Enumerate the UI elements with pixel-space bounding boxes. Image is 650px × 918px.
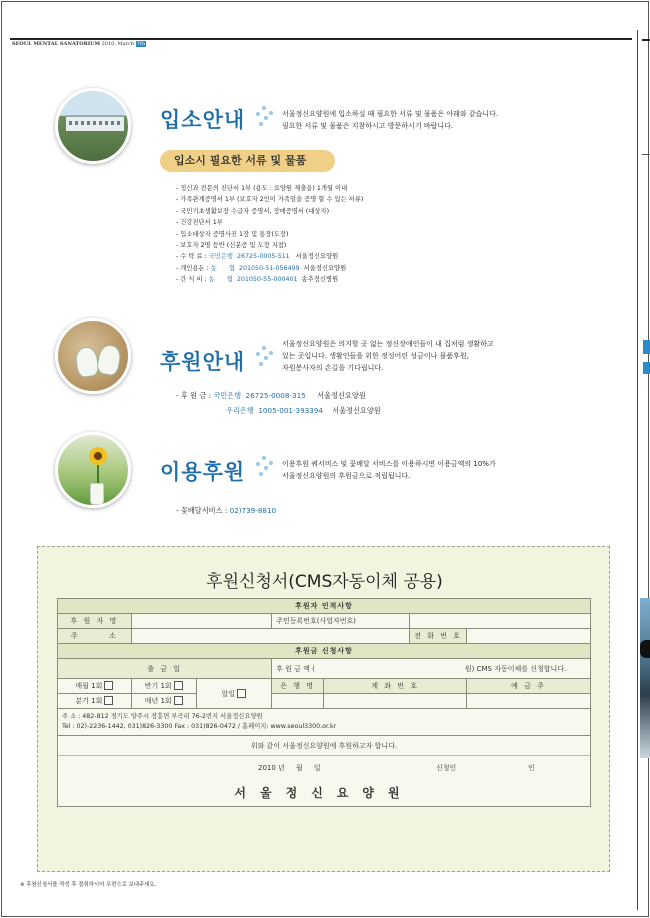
account-number-field[interactable] xyxy=(324,694,467,709)
depositor-label: 예 금 주 xyxy=(467,679,591,694)
dots-ornament xyxy=(256,346,276,372)
flower-service: - 꽃배달서비스 : 02)739-8810 xyxy=(176,506,277,515)
half-yearly-option xyxy=(131,679,196,694)
donation-number: 1005-001-393394 xyxy=(258,406,323,415)
bank-name-field[interactable] xyxy=(272,694,324,709)
form-title: 후원신청서(CMS자동이체 공용) xyxy=(206,572,443,592)
yearly-label: 매년 1회 xyxy=(144,697,172,705)
required-items-list xyxy=(176,183,363,286)
account-holder: 서울정신요양원 xyxy=(295,253,339,261)
list-item: - 국민기초생활보장 수급자 증명서, 장애증명서 (대상자) xyxy=(176,206,363,217)
quarterly-option xyxy=(58,694,132,709)
date-line-row xyxy=(58,756,590,780)
sponsorship-intro xyxy=(282,338,494,374)
dots-ornament xyxy=(256,456,276,482)
header-rule xyxy=(10,38,632,40)
phone-label: 전 화 번 호 xyxy=(410,629,467,644)
admission-intro-line: 필요한 서류 및 물품은 지참하시고 방문하시기 바랍니다. xyxy=(282,122,454,130)
usage-title: 이용후원 xyxy=(160,460,246,484)
flower-service-label: 꽃배달서비스 xyxy=(180,506,223,515)
next-page-blue-mark-2 xyxy=(643,362,650,374)
reg-number-label xyxy=(272,614,410,629)
usage-intro-line: 이용후원 쿼서비스 및 꽃배달 서비스를 이용하시면 이용금액의 10%가 xyxy=(282,460,496,468)
required-items-heading: 입소시 필요한 서류 및 물품 xyxy=(160,150,335,172)
account-label: 개인용돈 xyxy=(180,264,205,272)
sponsorship-intro-line: 있는 곳입니다. 생활인들을 위한 정성어린 성금이나 물품후원, xyxy=(282,352,469,360)
yearly-checkbox[interactable] xyxy=(174,696,183,705)
contact-address: 주 소 : 482-812 경기도 양주시 장흥면 부곡리 76-2번지 서울정신요양원 xyxy=(62,713,263,720)
quarterly-checkbox[interactable] xyxy=(104,696,113,705)
monthly-option xyxy=(58,679,132,694)
account-label: 수 탁 료 xyxy=(180,253,203,261)
next-page-rule-2 xyxy=(642,154,650,155)
list-item: - 입소대상자 증명사진 1장 및 통장(도장) xyxy=(176,229,363,240)
date-line: 2010 년 월 일 xyxy=(258,764,321,772)
account-row: - 간 식 비 : 농 협 201050-55-000401 송추정신병원 xyxy=(176,274,363,285)
signature-organization: 서울정신요양원 xyxy=(234,786,414,800)
next-page-photo xyxy=(640,598,650,758)
depositor-field[interactable] xyxy=(467,694,591,709)
bank-name-label: 은 행 명 xyxy=(272,679,324,694)
monthly-checkbox[interactable] xyxy=(104,681,113,690)
address-field[interactable] xyxy=(131,629,409,644)
issue-date-highlight: 7th xyxy=(136,41,146,47)
account-row: - 수 탁 료 : 국민은행 26725-0005-511 서울정신요양원 xyxy=(176,251,363,262)
donation-header: 후원금 신청사항 xyxy=(58,644,591,659)
amount-suffix: 원) CMS 자동이체를 신청합니다. xyxy=(464,664,567,673)
usage-intro-line: 서울정신요양원의 후원금으로 적립됩니다. xyxy=(282,472,411,480)
donation-bank: 국민은행 xyxy=(213,391,242,400)
sponsor-name-label: 후 원 자 명 xyxy=(58,614,132,629)
address-label: 주 소 xyxy=(58,629,132,644)
admission-title: 입소안내 xyxy=(160,108,246,132)
account-number: 26725-0005-511 xyxy=(237,253,290,261)
donation-holder: 서울정신요양원 xyxy=(332,406,381,415)
list-item: - 보호자 2명 등반 (신분증 및 도장 지참) xyxy=(176,240,363,251)
account-holder: 서울정신요양원 xyxy=(303,264,347,272)
reg-number-field[interactable] xyxy=(410,614,591,629)
donation-bank: 우리은행 xyxy=(226,406,254,415)
pledge-block xyxy=(58,736,591,807)
dots-ornament xyxy=(256,106,276,132)
seal-label: 인 xyxy=(528,764,535,772)
account-number: 201050-55-000401 xyxy=(236,276,298,284)
next-page-photo-detail xyxy=(640,640,650,658)
donation-row xyxy=(176,403,381,418)
contact-phone-fax-web: Tel : 02)-2236-1442, 031)826-3300 Fax : 031)826-0472 / 홈페이지: www.seoul3300.or.kr xyxy=(62,723,337,730)
issue-date: 2010. March xyxy=(101,41,135,47)
admission-intro-line: 서울정신요양원에 입소하실 때 필요한 서류 및 물품은 아래와 같습니다. xyxy=(282,110,499,118)
donation-row: - 후 원 금 : 국민은행 26725-0008-315 서울정신요양원 xyxy=(176,391,366,400)
page-spread-divider xyxy=(637,30,638,910)
amount-row xyxy=(272,659,591,679)
list-item: - 가족관계증명서 1부 (보호자 2인이 가족임을 증명 할 수 있는 서류) xyxy=(176,194,363,205)
quarterly-label: 분기 1회 xyxy=(75,697,103,705)
list-item: - 정신과 전문의 진단서 1부 (용도 : 요양원 제출용) 1개월 이내 xyxy=(176,183,363,194)
next-page-rule xyxy=(642,39,650,41)
half-yearly-checkbox[interactable] xyxy=(174,681,183,690)
admission-intro xyxy=(282,108,498,132)
account-bank: 농 협 xyxy=(210,264,235,272)
sanatorium-building-photo xyxy=(55,88,131,164)
specific-day-label: 알일 xyxy=(221,689,236,698)
account-bank: 농 협 xyxy=(208,276,233,284)
flower-service-phone: 02)739-8810 xyxy=(229,506,277,515)
sponsorship-intro-line: 서울정신요양원은 의지할 곳 없는 정신장애인들이 내 집처럼 생활하고 xyxy=(282,340,494,348)
running-header xyxy=(12,41,146,47)
account-label: 간 식 비 xyxy=(180,276,203,284)
donor-info-header: 후원자 인적사항 xyxy=(58,599,591,614)
pledge-text: 위와 같이 서울정신요양원에 후원하고자 합니다. xyxy=(58,736,590,756)
account-holder: 송추정신병원 xyxy=(301,276,339,284)
account-bank: 국민은행 xyxy=(208,253,234,261)
next-page-blue-mark xyxy=(643,340,650,354)
half-yearly-label: 반기 1회 xyxy=(144,682,172,690)
contact-info xyxy=(58,709,591,736)
account-number: 201050-51-056499 xyxy=(238,264,300,272)
mailing-footnote: ※ 후원신청서를 작성 후 절취하시어 우편으로 보내주세요. xyxy=(20,882,157,888)
reg-number-text: 주민등록번호(사업자번호) xyxy=(276,617,357,625)
specific-day-option xyxy=(196,679,272,709)
sponsorship-title: 후원안내 xyxy=(160,350,246,374)
list-item: - 건강진단서 1부 xyxy=(176,217,363,228)
sunflower-photo xyxy=(55,432,131,508)
donation-number: 26725-0008-315 xyxy=(245,391,306,400)
donation-accounts xyxy=(176,388,381,418)
sneakers-photo xyxy=(55,318,131,394)
applicant-label: 신청인 xyxy=(436,764,457,772)
monthly-label: 매월 1회 xyxy=(75,682,103,690)
withdrawal-date-label: 출 금 일 xyxy=(58,659,272,679)
usage-intro xyxy=(282,458,496,482)
account-number-label: 계 좌 번 호 xyxy=(324,679,467,694)
donation-label: 후 원 금 xyxy=(180,391,207,400)
sponsorship-intro-line: 자원봉사자의 손길을 기다립니다. xyxy=(282,364,384,372)
account-row: - 개인용돈 : 농 협 201050-51-056499 서울정신요양원 xyxy=(176,263,363,274)
donation-holder: 서울정신요양원 xyxy=(317,391,366,400)
cms-application-form xyxy=(37,546,610,872)
amount-label: 후 원 금 액 ( xyxy=(276,664,315,673)
yearly-option xyxy=(131,694,196,709)
phone-field[interactable] xyxy=(467,629,591,644)
application-table xyxy=(57,598,591,807)
publication-name: SEOUL MENTAL SANATORIUM xyxy=(12,41,101,47)
specific-day-checkbox[interactable] xyxy=(237,689,246,698)
sponsor-name-field[interactable] xyxy=(131,614,271,629)
